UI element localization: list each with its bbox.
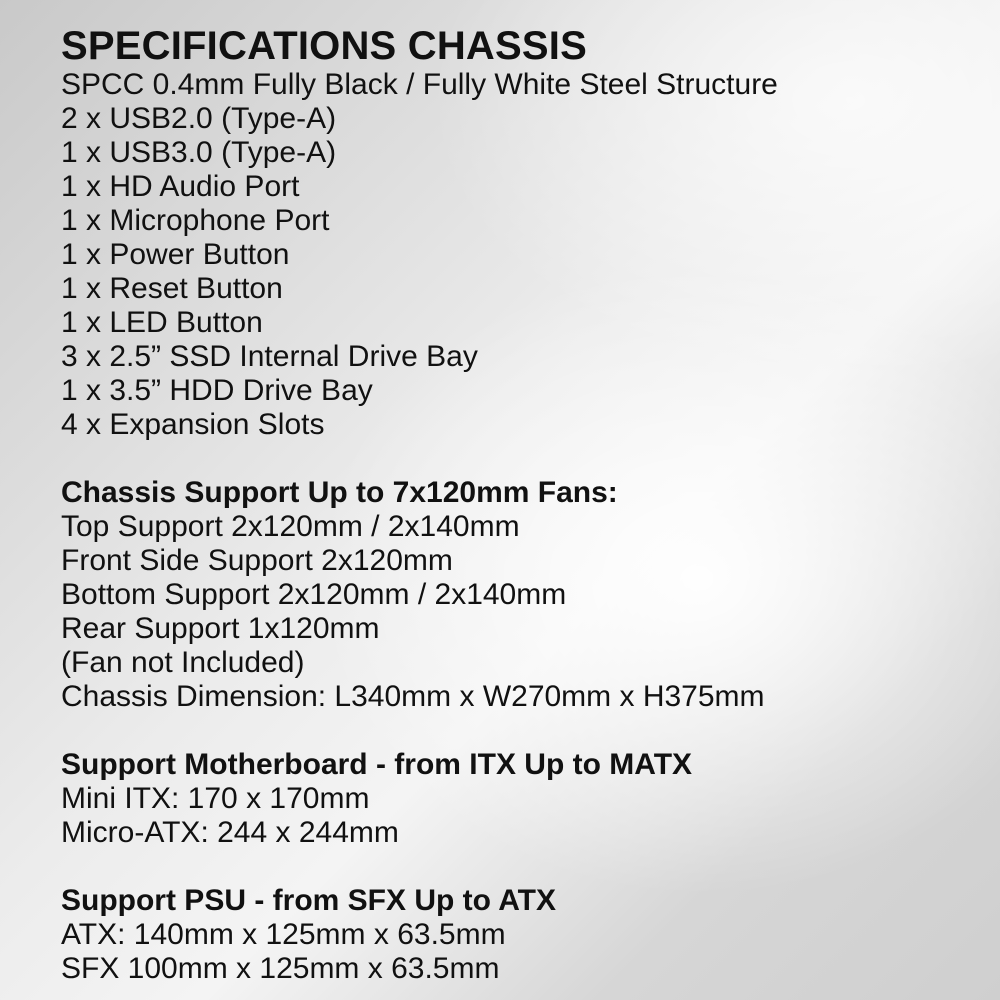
spec-item-structure: SPCC 0.4mm Fully Black / Fully White Steel Structure — [61, 68, 778, 101]
motherboard-item-mini-itx: Mini ITX: 170 x 170mm — [61, 782, 370, 815]
spec-item-hdd-bay: 1 x 3.5” HDD Drive Bay — [61, 374, 373, 407]
page-title: SPECIFICATIONS CHASSIS — [61, 24, 587, 68]
spec-item-usb3: 1 x USB3.0 (Type-A) — [61, 136, 337, 169]
fans-heading: Chassis Support Up to 7x120mm Fans: — [61, 476, 618, 509]
fans-section — [61, 476, 981, 714]
spec-item-microphone: 1 x Microphone Port — [61, 204, 330, 237]
psu-section — [61, 884, 981, 986]
psu-item-sfx: SFX 100mm x 125mm x 63.5mm — [61, 952, 500, 985]
section-spacer — [61, 442, 981, 476]
spec-item-reset-button: 1 x Reset Button — [61, 272, 283, 305]
spec-item-ssd-bay: 3 x 2.5” SSD Internal Drive Bay — [61, 340, 478, 373]
spec-item-led-button: 1 x LED Button — [61, 306, 263, 339]
chassis-dimension: Chassis Dimension: L340mm x W270mm x H375mm — [61, 680, 765, 713]
psu-heading: Support PSU - from SFX Up to ATX — [61, 884, 556, 917]
spec-item-expansion-slots: 4 x Expansion Slots — [61, 408, 325, 441]
motherboard-item-micro-atx: Micro-ATX: 244 x 244mm — [61, 816, 399, 849]
spec-sheet — [61, 24, 981, 986]
motherboard-heading: Support Motherboard - from ITX Up to MATX — [61, 748, 693, 781]
fan-item-rear: Rear Support 1x120mm — [61, 612, 380, 645]
section-spacer — [61, 850, 981, 884]
fan-note: (Fan not Included) — [61, 646, 305, 679]
spec-item-power-button: 1 x Power Button — [61, 238, 290, 271]
section-spacer — [61, 714, 981, 748]
fan-item-top: Top Support 2x120mm / 2x140mm — [61, 510, 520, 543]
spec-item-hd-audio: 1 x HD Audio Port — [61, 170, 300, 203]
fan-item-front: Front Side Support 2x120mm — [61, 544, 453, 577]
spec-list — [61, 68, 981, 442]
spec-item-usb2: 2 x USB2.0 (Type-A) — [61, 102, 337, 135]
psu-item-atx: ATX: 140mm x 125mm x 63.5mm — [61, 918, 506, 951]
fan-item-bottom: Bottom Support 2x120mm / 2x140mm — [61, 578, 567, 611]
motherboard-section — [61, 748, 981, 850]
